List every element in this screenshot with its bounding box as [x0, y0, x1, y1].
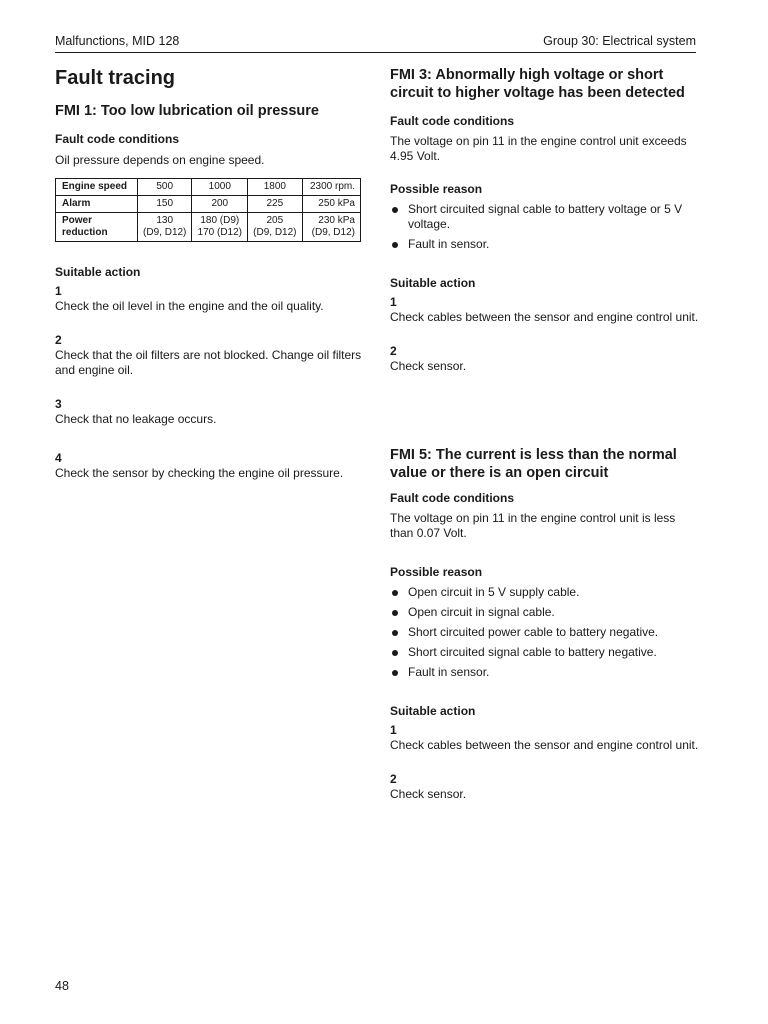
step-number: 1: [390, 723, 397, 737]
oil-pressure-table: [55, 178, 361, 242]
table-cell: 1800: [248, 179, 302, 196]
page-header: [55, 32, 696, 53]
step-text: Check sensor.: [390, 359, 467, 373]
step-text: Check cables between the sensor and engine control unit.: [390, 310, 699, 324]
table-cell-line: 180 (D9): [200, 215, 240, 226]
left-column: [55, 62, 365, 481]
step-number: 3: [55, 397, 62, 411]
list-item: Fault in sensor.: [390, 665, 700, 680]
fmi1-step: [55, 451, 365, 481]
right-column: [390, 62, 700, 802]
step-text: Check that no leakage occurs.: [55, 412, 217, 426]
header-section-title: Malfunctions, MID 128: [55, 34, 180, 48]
table-cell: [192, 213, 248, 242]
table-cell: [248, 213, 302, 242]
fmi1-conditions-heading: Fault code conditions: [55, 132, 180, 146]
fmi1-step: [55, 333, 365, 378]
fmi3-step: [390, 295, 700, 325]
table-row-label-line: Power: [62, 215, 93, 226]
table-cell-line: 230 kPa: [318, 215, 355, 226]
fmi1-step: [55, 284, 365, 314]
table-row-label: [56, 213, 138, 242]
table-cell: 2300 rpm.: [302, 179, 360, 196]
table-cell: 225: [248, 196, 302, 213]
list-item: Short circuited signal cable to battery voltage or 5 V voltage.: [390, 202, 700, 232]
table-cell: 250 kPa: [302, 196, 360, 213]
fmi1-heading: FMI 1: Too low lubrication oil pressure: [55, 103, 319, 119]
table-row-alarm: [56, 196, 361, 213]
page-number: 48: [55, 979, 69, 993]
table-cell: [138, 213, 192, 242]
step-number: 1: [55, 284, 62, 298]
fmi1-action-heading: Suitable action: [55, 265, 141, 279]
table-cell: 500: [138, 179, 192, 196]
table-cell-line: 170 (D12): [197, 227, 243, 238]
table-row-label: Engine speed: [56, 179, 138, 196]
table-row-label: Alarm: [56, 196, 138, 213]
step-text: Check sensor.: [390, 787, 467, 801]
fmi1-conditions-text: Oil pressure depends on engine speed.: [55, 153, 265, 167]
list-item: Open circuit in signal cable.: [390, 605, 700, 620]
fmi5-heading: FMI 5: The current is less than the normal value or there is an open circuit: [390, 447, 677, 481]
step-number: 4: [55, 451, 62, 465]
fmi3-heading: FMI 3: Abnormally high voltage or short circuit to higher voltage has been detected: [390, 67, 685, 101]
fmi1-step: [55, 397, 365, 427]
step-number: 2: [390, 772, 397, 786]
table-cell: [302, 213, 360, 242]
fmi5-action-heading: Suitable action: [390, 704, 476, 718]
fmi3-conditions-heading: Fault code conditions: [390, 114, 515, 128]
table-row-engine-speed: [56, 179, 361, 196]
step-text: Check the sensor by checking the engine oil pressure.: [55, 466, 344, 480]
fmi5-conditions-text: The voltage on pin 11 in the engine control unit is less than 0.07 Volt.: [390, 511, 676, 540]
step-number: 2: [390, 344, 397, 358]
fmi5-step: [390, 772, 700, 802]
fmi3-step: [390, 344, 700, 374]
table-row-power-reduction: [56, 213, 361, 242]
fmi3-conditions-text: The voltage on pin 11 in the engine control unit exceeds 4.95 Volt.: [390, 134, 687, 163]
fmi3-reason-list: [390, 202, 700, 252]
table-cell: 1000: [192, 179, 248, 196]
step-number: 1: [390, 295, 397, 309]
list-item: Fault in sensor.: [390, 237, 700, 252]
step-text: Check cables between the sensor and engine control unit.: [390, 738, 699, 752]
fmi5-reason-heading: Possible reason: [390, 565, 483, 579]
list-item: Short circuited signal cable to battery negative.: [390, 645, 700, 660]
table-cell-line: 205: [266, 215, 284, 226]
fmi5-step: [390, 723, 700, 753]
table-row-label-line: reduction: [62, 227, 108, 238]
header-group-title: Group 30: Electrical system: [543, 34, 696, 48]
fmi3-reason-heading: Possible reason: [390, 182, 483, 196]
step-text: Check that the oil filters are not blocked. Change oil filters and engine oil.: [55, 348, 362, 377]
list-item: Short circuited power cable to battery negative.: [390, 625, 700, 640]
page-title: Fault tracing: [55, 67, 176, 89]
table-cell-line: 130: [156, 215, 174, 226]
table-cell: 150: [138, 196, 192, 213]
list-item: Open circuit in 5 V supply cable.: [390, 585, 700, 600]
table-cell: 200: [192, 196, 248, 213]
table-cell-line: (D9, D12): [143, 227, 187, 238]
fmi5-reason-list: [390, 585, 700, 680]
table-cell-line: (D9, D12): [311, 227, 355, 238]
step-text: Check the oil level in the engine and the oil quality.: [55, 299, 324, 313]
fmi3-action-heading: Suitable action: [390, 276, 476, 290]
step-number: 2: [55, 333, 62, 347]
fmi5-conditions-heading: Fault code conditions: [390, 491, 515, 505]
table-cell-line: (D9, D12): [253, 227, 297, 238]
